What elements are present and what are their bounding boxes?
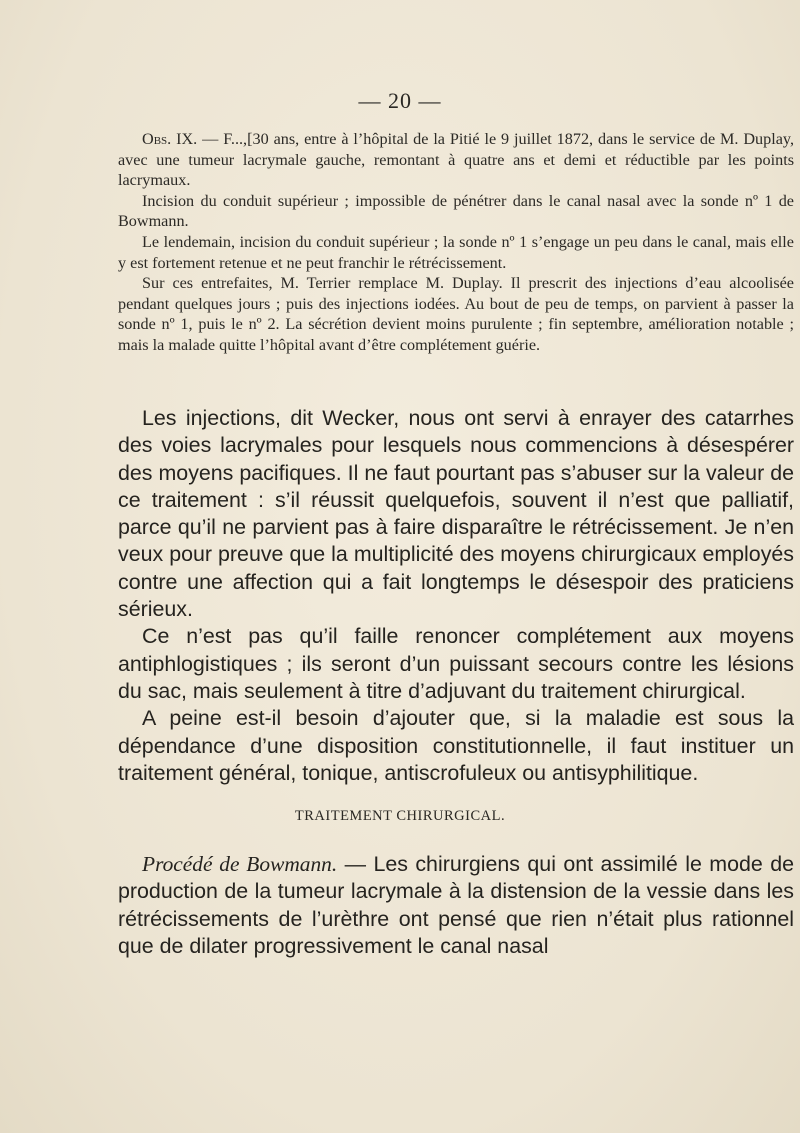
main-paragraph: Les injections, dit Wecker, nous ont servi à enrayer des catarrhes des voies lacrymales pour lesquels nous commencions à désespérer des moyens pacifiques. Il ne faut pourtant pas s’abuser sur la valeur de ce traitement : s’il réussit quelquefois, souvent il n’est que palliatif, parce qu’il ne parvient pas à faire disparaître le rétrécissement. Je n’en veux pour preuve que la multiplicité des moyens chirurgicaux employés contre une affection qui a fait longtemps le désespoir des praticiens sérieux. [118, 406, 794, 622]
observation-paragraph [118, 129, 794, 191]
main-text-block [118, 405, 794, 787]
observation-label: Obs. IX. [142, 130, 198, 148]
procedure-block [118, 851, 794, 960]
main-paragraph: A peine est-il besoin d’ajouter que, si la maladie est sous la dépendance d’une disposition constitutionnelle, il faut instituer un traitement général, tonique, antiscrofuleux ou antisyphilitique. [118, 706, 794, 785]
page-number: — 20 — [358, 88, 442, 113]
procedure-text: — Les chirurgiens qui ont assimilé le mode de production de la tumeur lacrymale à la distension de la vessie dans les rétrécissements de l’urèthre ont pensé que rien n’était plus rationnel que de dilater progressivement le canal nasal [118, 852, 794, 958]
observation-paragraph: Le lendemain, incision du conduit supérieur ; la sonde nº 1 s’engage un peu dans le canal, mais elle y est fortement retenue et ne peut franchir le rétrécissement. [118, 232, 794, 272]
observation-paragraph: Incision du conduit supérieur ; impossible de pénétrer dans le canal nasal avec la sonde nº 1 de Bowmann. [118, 191, 794, 231]
procedure-paragraph [118, 851, 794, 960]
observation-block [118, 129, 794, 356]
observation-text: — F...,[30 ans, entre à l’hôpital de la Pitié le 9 juillet 1872, dans le service de M. Duplay, avec une tumeur lacrymale gauche, remontant à quatre ans et demi et réductible par les points lacrymaux. [118, 130, 795, 190]
main-paragraph: Ce n’est pas qu’il faille renoncer complétement aux moyens antiphlogistiques ; ils seront d’un puissant secours contre les lésions du sac, mais seulement à titre d’adjuvant du traitement chirurgical. [118, 624, 794, 703]
section-heading: TRAITEMENT CHIRURGICAL. [294, 808, 506, 824]
procedure-title: Procédé de Bowmann. [142, 852, 338, 876]
observation-paragraph: Sur ces entrefaites, M. Terrier remplace M. Duplay. Il prescrit des injections d’eau alcoolisée pendant quelques jours ; puis des injections iodées. Au bout de peu de temps, on parvient à passer la sonde nº 1, puis le nº 2. La sécrétion devient moins purulente ; fin septembre, amélioration notable ; mais la malade quitte l’hôpital avant d’être complétement guérie. [118, 274, 794, 354]
